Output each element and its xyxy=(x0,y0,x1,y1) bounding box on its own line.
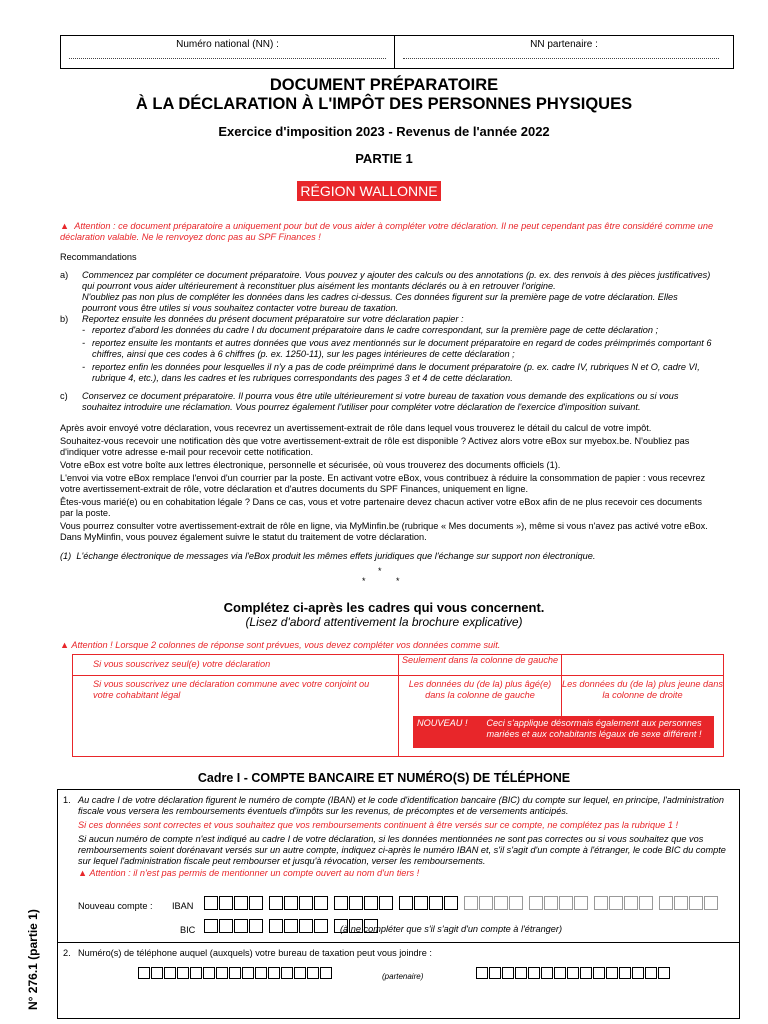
exercise-subtitle: Exercice d'imposition 2023 - Revenus de l'année 2022 xyxy=(218,124,550,139)
new-label: NOUVEAU ! xyxy=(417,718,468,728)
rec-b-list xyxy=(82,325,712,384)
separator-star: * xyxy=(362,576,366,586)
digit-box[interactable] xyxy=(509,896,523,910)
digit-box-group xyxy=(594,894,654,912)
row2-right: Les données du (de la) plus jeune dans la colonne de droite xyxy=(562,679,723,700)
digit-box[interactable] xyxy=(151,967,163,979)
digit-box[interactable] xyxy=(494,896,508,910)
bullet: - xyxy=(82,325,86,335)
digit-box[interactable] xyxy=(219,919,233,933)
bic-note: (à ne compléter que s'il s'agit d'un compte à l'étranger) xyxy=(340,924,563,934)
digit-box[interactable] xyxy=(619,967,631,979)
digit-box[interactable] xyxy=(399,896,413,910)
digit-box[interactable] xyxy=(334,896,348,910)
digit-box[interactable] xyxy=(379,896,393,910)
digit-box[interactable] xyxy=(479,896,493,910)
digit-box[interactable] xyxy=(559,896,573,910)
paragraph: Votre eBox est votre boîte aux lettres électronique, personnelle et sécurisée, où vous trouverez des documents officiels (1). xyxy=(60,460,561,470)
rec-b-item xyxy=(82,362,712,384)
digit-box[interactable] xyxy=(632,967,644,979)
digit-box[interactable] xyxy=(138,967,150,979)
digit-box[interactable] xyxy=(349,896,363,910)
digit-box[interactable] xyxy=(593,967,605,979)
rec-b-text: Reportez ensuite les données du présent document préparatoire sur votre déclaration papier : xyxy=(82,314,464,324)
digit-box[interactable] xyxy=(281,967,293,979)
digit-box[interactable] xyxy=(444,896,458,910)
digit-box-group xyxy=(659,894,719,912)
digit-box[interactable] xyxy=(294,967,306,979)
digit-box[interactable] xyxy=(528,967,540,979)
digit-box[interactable] xyxy=(645,967,657,979)
nn-label: Numéro national (NN) : xyxy=(176,39,279,50)
digit-box[interactable] xyxy=(269,896,283,910)
complete-subtitle: (Lisez d'abord attentivement la brochure explicative) xyxy=(245,615,523,629)
digit-box[interactable] xyxy=(464,896,478,910)
digit-box[interactable] xyxy=(554,967,566,979)
digit-box[interactable] xyxy=(689,896,703,910)
doc-title-line1: DOCUMENT PRÉPARATOIRE xyxy=(269,76,499,94)
warning-triangle-icon: ▲ xyxy=(60,640,70,650)
digit-box[interactable] xyxy=(658,967,670,979)
digit-box-group xyxy=(269,894,329,912)
partner-phone-input[interactable] xyxy=(476,964,676,982)
separator-star: * xyxy=(378,566,382,576)
digit-box[interactable] xyxy=(242,967,254,979)
cadre1-title: Cadre I - COMPTE BANCAIRE ET NUMÉRO(S) DE TÉLÉPHONE xyxy=(197,771,571,785)
digit-box[interactable] xyxy=(574,896,588,910)
item1-red-note: Si ces données sont correctes et vous souhaitez que vos remboursements continuent à être versés sur ce compte, ne complétez pas la rubrique 1 ! xyxy=(78,820,679,830)
digit-box[interactable] xyxy=(594,896,608,910)
digit-box[interactable] xyxy=(284,896,298,910)
digit-box-group xyxy=(464,894,524,912)
rec-b-item-text: reportez ensuite les montants et autres données que vous avez mentionnés sur le document préparatoire en regard de codes préimprimés comportant 6 chiffres, ainsi que ces codes à 6 chiffres (p. ex. 1250-11), sur les pages intérieures de cette déclaration ; xyxy=(92,338,712,359)
digit-box[interactable] xyxy=(414,896,428,910)
rec-c-label: c) xyxy=(60,391,68,401)
rec-b-item-text: reportez d'abord les données du cadre I du document préparatoire dans le cadre correspondant, sur la première page de cette déclaration ; xyxy=(92,325,659,335)
paragraph: Vous pourrez consulter votre avertissement-extrait de rôle en ligne, via MyMinfin.be (rubrique « Mes documents »), même si vous n'avez pas activé votre eBox. Dans MyMinfin, vous pouvez également suivre le statut du traitement de votre déclaration. xyxy=(60,521,708,542)
new-account-label: Nouveau compte : xyxy=(78,901,153,911)
digit-box[interactable] xyxy=(476,967,488,979)
digit-box[interactable] xyxy=(268,967,280,979)
rec-b-label: b) xyxy=(60,314,69,324)
digit-box-group xyxy=(204,917,264,935)
bullet: - xyxy=(82,362,86,372)
part-label: PARTIE 1 xyxy=(355,151,413,166)
row2-mid: Les données du (de la) plus âgé(e) dans la colonne de gauche xyxy=(408,679,552,700)
digit-box[interactable] xyxy=(502,967,514,979)
digit-box[interactable] xyxy=(567,967,579,979)
digit-box[interactable] xyxy=(234,896,248,910)
warning-text: Attention : ce document préparatoire a uniquement pour but de vous aider à compléter votre déclaration. Il ne peut cependant pas être considéré comme une déclaration valable. Ne le renvoyez donc pas au SPF Finances ! xyxy=(60,221,714,242)
bullet: - xyxy=(82,338,86,348)
digit-box[interactable] xyxy=(541,967,553,979)
cadre1-box xyxy=(57,789,740,1019)
item1-warning xyxy=(78,868,726,879)
paragraph: Êtes-vous marié(e) ou en cohabitation légale ? Dans ce cas, vous et votre partenaire devez chacun activer votre eBox afin de ne plus recevoir ces documents par la poste. xyxy=(60,497,702,518)
nn-cell[interactable] xyxy=(61,36,394,68)
digit-box-group xyxy=(138,964,333,982)
rec-a-para2: N'oubliez pas non plus de compléter les données dans les cadres ci-dessus. Ces données figurent sur la première page de votre déclaration. Elles pourront vous être utiles si vous souhaitez contacter votre bureau de taxation. xyxy=(82,292,678,313)
digit-box[interactable] xyxy=(515,967,527,979)
item2-number: 2. xyxy=(63,948,71,958)
digit-box[interactable] xyxy=(177,967,189,979)
digit-box[interactable] xyxy=(307,967,319,979)
rec-a-label: a) xyxy=(60,270,69,280)
digit-box[interactable] xyxy=(429,896,443,910)
digit-box[interactable] xyxy=(544,896,558,910)
digit-box[interactable] xyxy=(204,896,218,910)
digit-box[interactable] xyxy=(216,967,228,979)
digit-box[interactable] xyxy=(624,896,638,910)
digit-box[interactable] xyxy=(284,919,298,933)
item1-warning-text: Attention : il n'est pas permis de mentionner un compte ouvert au nom d'un tiers ! xyxy=(89,868,420,878)
table-divider xyxy=(73,675,723,676)
nn-partner-cell[interactable] xyxy=(395,36,733,68)
rec-c-text: Conservez ce document préparatoire. Il pourra vous être utile ultérieurement si votre bureau de taxation vous demande des explications ou si vous souhaitez introduire une réclamation. Vous pourrez également l'utiliser pour compléter votre déclaration de l'exercice d'imposition suivant. xyxy=(82,391,679,412)
partner-label: (partenaire) xyxy=(382,972,424,981)
form-number-label: N° 276.1 (partie 1) xyxy=(26,909,40,1010)
warning-triangle-icon: ▲ xyxy=(78,868,88,878)
rec-b-item xyxy=(82,338,712,360)
paragraph: L'envoi via votre eBox remplace l'envoi d'un courrier par la poste. En activant votre eBox, vous contribuez à réduire la consommation de papier : vous recevrez votre avertissement-extrait de rôle, votre déclaration et d'autres documents du SPF Finances, uniquement en ligne. xyxy=(60,473,706,494)
cadre1-divider xyxy=(58,942,739,943)
digit-box[interactable] xyxy=(255,967,267,979)
doc-title-line2: À LA DÉCLARATION À L'IMPÔT DES PERSONNES PHYSIQUES xyxy=(135,95,633,113)
digit-box[interactable] xyxy=(489,967,501,979)
recommendations-heading: Recommandations xyxy=(60,252,137,262)
digit-box[interactable] xyxy=(606,967,618,979)
digit-box[interactable] xyxy=(609,896,623,910)
iban-input[interactable] xyxy=(204,894,724,912)
item1-text2: Si aucun numéro de compte n'est indiqué au cadre I de votre déclaration, si les données mentionnées ne sont pas correctes ou si vous souhaitez que vos remboursements soient dorénavant versés sur un autre compte, indiquez ci-après le numéro IBAN et, s'il s'agit d'un compte à l'étranger, le code BIC du compte sur lequel l'administration fiscale peut rembourser et jusqu'à révocation, verser les remboursements. xyxy=(78,834,726,866)
footnote-marker: (1) xyxy=(60,551,72,561)
nn-partner-dotted-line xyxy=(403,58,719,59)
digit-box[interactable] xyxy=(219,896,233,910)
phone-input[interactable] xyxy=(138,964,338,982)
footnote xyxy=(60,551,720,562)
iban-label: IBAN xyxy=(172,901,194,911)
digit-box[interactable] xyxy=(229,967,241,979)
footnote-text: L'échange électronique de messages via l'eBox produit les mêmes effets juridiques que l'échange sur support non électronique. xyxy=(76,551,596,561)
preparatory-warning xyxy=(60,221,720,243)
row1-mid: Seulement dans la colonne de gauche xyxy=(401,655,559,665)
digit-box[interactable] xyxy=(249,896,263,910)
digit-box[interactable] xyxy=(674,896,688,910)
bic-label: BIC xyxy=(180,925,196,935)
digit-box[interactable] xyxy=(320,967,332,979)
complete-title: Complétez ci-après les cadres qui vous concernent. xyxy=(223,600,545,615)
nn-dotted-line xyxy=(69,58,386,59)
answer-table-warning-text: Attention ! Lorsque 2 colonnes de réponse sont prévues, vous devez compléter vos données comme suit. xyxy=(71,640,501,650)
rec-a-para1: Commencez par compléter ce document préparatoire. Vous pouvez y ajouter des calculs ou des annotations (p. ex. des renvois à des pièces justificatives) qui pourront vous aider ultérieurement à reconstituer plus aisément les montants déclarés ou à en retrouver l'origine. xyxy=(82,270,711,291)
digit-box[interactable] xyxy=(364,896,378,910)
digit-box-group xyxy=(529,894,589,912)
digit-box[interactable] xyxy=(314,896,328,910)
new-notice-banner xyxy=(413,716,714,748)
answer-columns-table xyxy=(72,654,724,757)
digit-box[interactable] xyxy=(203,967,215,979)
digit-box[interactable] xyxy=(299,896,313,910)
digit-box[interactable] xyxy=(190,967,202,979)
digit-box-group xyxy=(399,894,459,912)
digit-box[interactable] xyxy=(704,896,718,910)
national-number-box xyxy=(60,35,734,69)
nn-partner-label: NN partenaire : xyxy=(530,39,598,50)
digit-box[interactable] xyxy=(314,919,328,933)
digit-box[interactable] xyxy=(299,919,313,933)
digit-box-group xyxy=(334,894,394,912)
warning-triangle-icon: ▲ xyxy=(60,221,70,231)
item1-text: Au cadre I de votre déclaration figurent le numéro de compte (IBAN) et le code d'identification bancaire (BIC) du compte sur lequel, en principe, l'administration fiscale vous versera les remboursements éventuels d'impôts sur les revenus, de précomptes et de versements anticipés. xyxy=(78,795,724,816)
separator-star: * xyxy=(396,576,400,586)
digit-box[interactable] xyxy=(234,919,248,933)
digit-box[interactable] xyxy=(269,919,283,933)
paragraph: Après avoir envoyé votre déclaration, vous recevrez un avertissement-extrait de rôle dans lequel vous trouverez le détail du calcul de votre impôt. xyxy=(60,423,652,433)
rec-b-item xyxy=(82,325,712,336)
digit-box[interactable] xyxy=(204,919,218,933)
table-divider xyxy=(398,655,399,756)
paragraph: Souhaitez-vous recevoir une notification dès que votre avertissement-extrait de rôle est disponible ? Activez alors votre eBox sur myebox.be. N'oubliez pas d'indiquer votre adresse e-mail pour recevoir cette notification. xyxy=(60,436,690,457)
digit-box-group xyxy=(476,964,671,982)
digit-box[interactable] xyxy=(580,967,592,979)
item2-text: Numéro(s) de téléphone auquel (auxquels) votre bureau de taxation peut vous joindre : xyxy=(78,948,432,958)
digit-box-group xyxy=(269,917,329,935)
region-badge: RÉGION WALLONNE xyxy=(297,181,441,201)
digit-box[interactable] xyxy=(249,919,263,933)
row1-left: Si vous souscrivez seul(e) votre déclaration xyxy=(93,659,271,669)
rec-b-item-text: reportez enfin les données pour lesquelles il n'y a pas de code préimprimé dans le document préparatoire (p. ex. cadre IV, rubriques N et O, cadre VI, rubrique 4, etc.), dans les cadres et les rubriques correspondants des pages 3 et 4 de cette déclaration. xyxy=(92,362,700,383)
item1-number: 1. xyxy=(63,795,71,805)
answer-table-warning xyxy=(60,640,720,651)
item1-body xyxy=(78,795,726,879)
rec-a-text xyxy=(82,270,712,314)
ebox-paragraphs xyxy=(60,423,715,543)
digit-box[interactable] xyxy=(529,896,543,910)
digit-box-group xyxy=(204,894,264,912)
digit-box[interactable] xyxy=(659,896,673,910)
digit-box[interactable] xyxy=(164,967,176,979)
new-text: Ceci s'applique désormais également aux personnes mariées et aux cohabitants légaux de sexe différent ! xyxy=(486,718,702,739)
digit-box[interactable] xyxy=(639,896,653,910)
row2-left: Si vous souscrivez une déclaration commune avec votre conjoint ou votre cohabitant légal xyxy=(93,679,370,700)
